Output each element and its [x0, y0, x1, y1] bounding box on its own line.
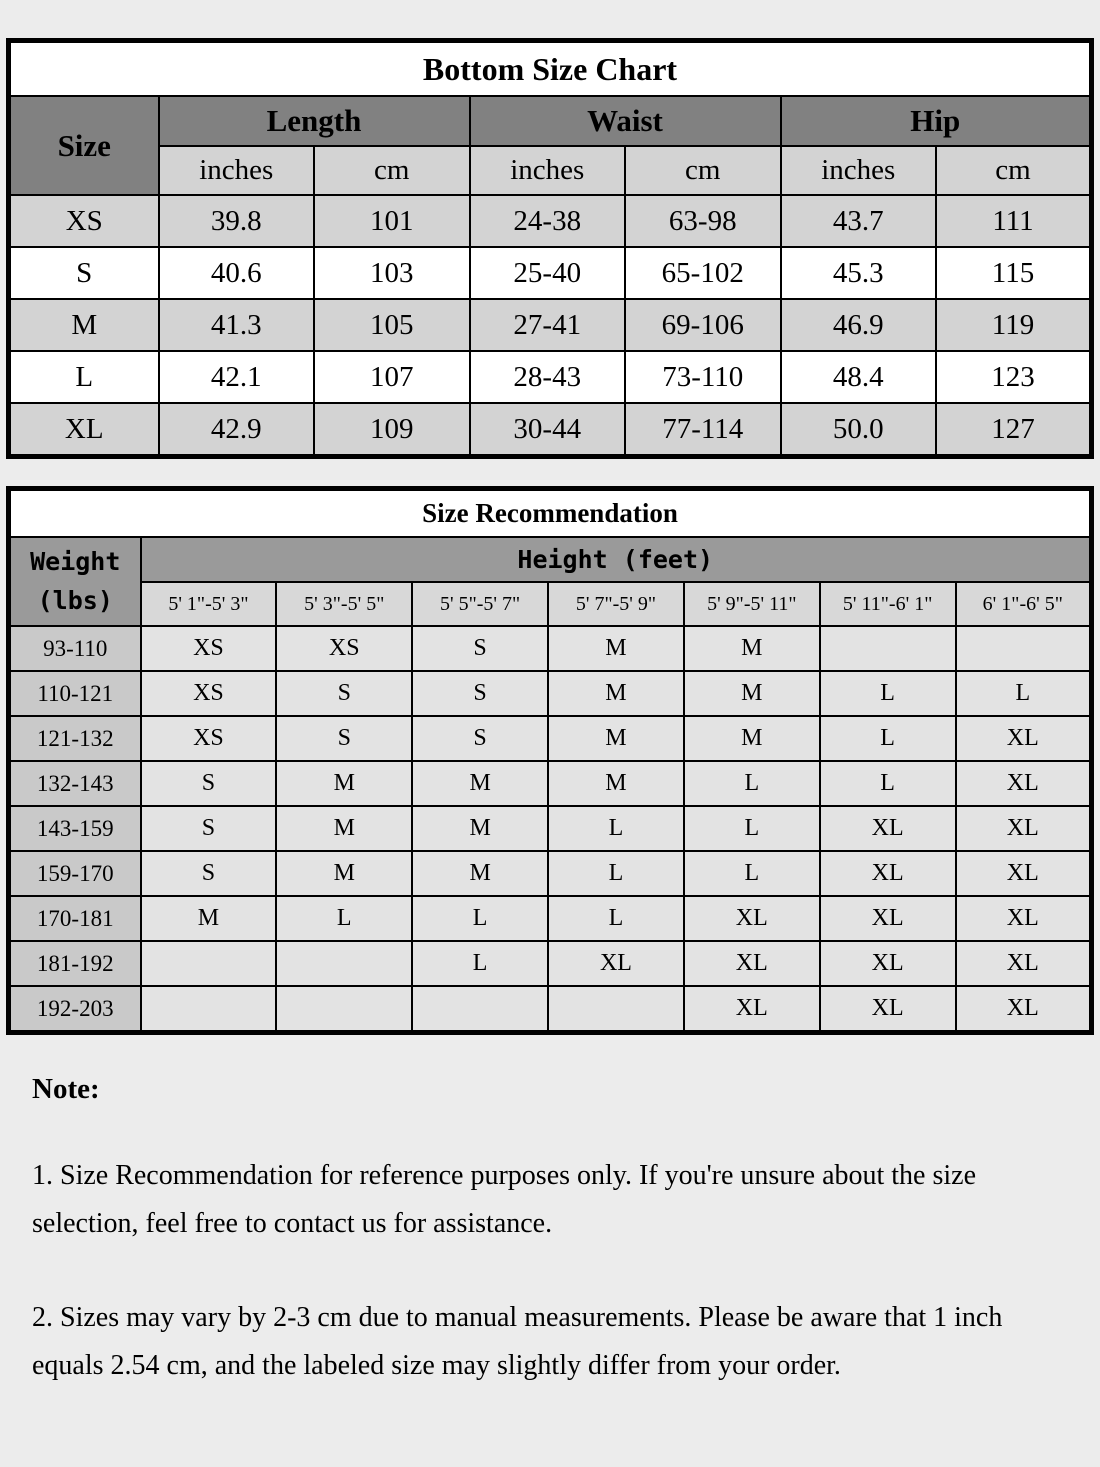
bottom-size-chart-table	[6, 38, 1094, 459]
recommendation-cell: S	[141, 851, 277, 896]
weight-corner-header	[9, 537, 141, 626]
recommendation-cell: L	[412, 941, 548, 986]
unit-header-row	[9, 146, 1092, 195]
recommendation-cell: M	[684, 671, 820, 716]
unit-header: inches	[159, 146, 315, 195]
weight-range-label: 143-159	[9, 806, 141, 851]
recommendation-cell: XL	[820, 806, 956, 851]
size-label: XS	[9, 195, 159, 247]
table-row	[9, 806, 1092, 851]
recommendation-cell: XL	[684, 941, 820, 986]
group-header-waist: Waist	[470, 96, 781, 146]
recommendation-cell: M	[548, 626, 684, 671]
recommendation-cell: L	[820, 761, 956, 806]
bottom-size-chart-title: Bottom Size Chart	[9, 41, 1092, 97]
height-range-header: 5' 5"-5' 7"	[412, 582, 548, 626]
weight-range-label: 192-203	[9, 986, 141, 1033]
recommendation-cell: XL	[956, 806, 1092, 851]
unit-header: cm	[314, 146, 470, 195]
recommendation-cell: L	[412, 896, 548, 941]
measurement-cell: 27-41	[470, 299, 626, 351]
group-header-length: Length	[159, 96, 470, 146]
measurement-cell: 39.8	[159, 195, 315, 247]
measurement-cell: 41.3	[159, 299, 315, 351]
measurement-cell: 63-98	[625, 195, 781, 247]
measurement-cell: 111	[936, 195, 1092, 247]
unit-header: cm	[625, 146, 781, 195]
height-range-header: 5' 1"-5' 3"	[141, 582, 277, 626]
recommendation-cell	[276, 986, 412, 1033]
recommendation-cell: L	[276, 896, 412, 941]
recommendation-cell: XL	[548, 941, 684, 986]
recommendation-cell: M	[412, 851, 548, 896]
measurement-cell: 43.7	[781, 195, 937, 247]
table-row	[9, 716, 1092, 761]
height-range-header-row	[9, 582, 1092, 626]
recommendation-cell: L	[548, 806, 684, 851]
group-header-row	[9, 537, 1092, 582]
note-item-2: 2. Sizes may vary by 2-3 cm due to manual measurements. Please be aware that 1 inch equals 2.54 cm, and the labeled size may slightly differ from your order.	[32, 1302, 1003, 1382]
table-title-row	[9, 489, 1092, 538]
measurement-cell: 119	[936, 299, 1092, 351]
recommendation-cell: XL	[684, 896, 820, 941]
recommendation-cell: L	[820, 671, 956, 716]
recommendation-cell: XL	[820, 896, 956, 941]
size-recommendation-table	[6, 486, 1094, 1035]
height-range-header: 5' 7"-5' 9"	[548, 582, 684, 626]
recommendation-cell: XL	[956, 761, 1092, 806]
recommendation-cell: M	[412, 806, 548, 851]
recommendation-cell: XS	[141, 626, 277, 671]
table-row	[9, 247, 1092, 299]
recommendation-cell: XL	[956, 716, 1092, 761]
unit-header: inches	[470, 146, 626, 195]
recommendation-cell: S	[412, 626, 548, 671]
unit-header: cm	[936, 146, 1092, 195]
recommendation-cell: S	[276, 671, 412, 716]
table-row	[9, 761, 1092, 806]
table-row	[9, 986, 1092, 1033]
recommendation-cell: XL	[820, 851, 956, 896]
height-range-header: 5' 3"-5' 5"	[276, 582, 412, 626]
note-heading: Note:	[32, 1073, 100, 1105]
table-row	[9, 941, 1092, 986]
recommendation-cell: M	[412, 761, 548, 806]
weight-range-label: 181-192	[9, 941, 141, 986]
size-label: M	[9, 299, 159, 351]
measurement-cell: 65-102	[625, 247, 781, 299]
recommendation-cell: M	[276, 806, 412, 851]
measurement-cell: 101	[314, 195, 470, 247]
recommendation-cell: XL	[820, 986, 956, 1033]
measurement-cell: 69-106	[625, 299, 781, 351]
weight-range-label: 121-132	[9, 716, 141, 761]
recommendation-cell	[820, 626, 956, 671]
recommendation-cell: XL	[956, 941, 1092, 986]
recommendation-cell: XS	[141, 716, 277, 761]
size-recommendation-title: Size Recommendation	[9, 489, 1092, 538]
weight-range-label: 110-121	[9, 671, 141, 716]
recommendation-cell: L	[684, 851, 820, 896]
weight-label-line1: Weight	[30, 546, 121, 576]
measurement-cell: 115	[936, 247, 1092, 299]
table-row	[9, 896, 1092, 941]
height-range-header: 6' 1"-6' 5"	[956, 582, 1092, 626]
recommendation-cell: XL	[956, 986, 1092, 1033]
table-row	[9, 851, 1092, 896]
measurement-cell: 105	[314, 299, 470, 351]
table-row	[9, 626, 1092, 671]
size-label: XL	[9, 403, 159, 457]
recommendation-cell: XS	[141, 671, 277, 716]
recommendation-cell: XL	[956, 896, 1092, 941]
weight-range-label: 93-110	[9, 626, 141, 671]
recommendation-cell: L	[820, 716, 956, 761]
table-row	[9, 299, 1092, 351]
measurement-cell: 73-110	[625, 351, 781, 403]
measurement-cell: 109	[314, 403, 470, 457]
recommendation-cell: M	[548, 761, 684, 806]
height-range-header: 5' 11"-6' 1"	[820, 582, 956, 626]
measurement-cell: 25-40	[470, 247, 626, 299]
recommendation-cell: M	[548, 716, 684, 761]
recommendation-cell: S	[276, 716, 412, 761]
recommendation-cell: L	[548, 851, 684, 896]
recommendation-cell: XL	[956, 851, 1092, 896]
recommendation-cell: S	[141, 761, 277, 806]
recommendation-cell	[141, 986, 277, 1033]
recommendation-cell: XL	[684, 986, 820, 1033]
measurement-cell: 103	[314, 247, 470, 299]
measurement-cell: 40.6	[159, 247, 315, 299]
weight-range-label: 159-170	[9, 851, 141, 896]
table-row	[9, 403, 1092, 457]
measurement-cell: 42.9	[159, 403, 315, 457]
measurement-cell: 50.0	[781, 403, 937, 457]
recommendation-cell	[276, 941, 412, 986]
measurement-cell: 107	[314, 351, 470, 403]
height-range-header: 5' 9"-5' 11"	[684, 582, 820, 626]
weight-label-line2: (lbs)	[37, 585, 113, 615]
weight-range-label: 132-143	[9, 761, 141, 806]
height-group-header: Height (feet)	[141, 537, 1092, 582]
measurement-cell: 30-44	[470, 403, 626, 457]
recommendation-cell: XS	[276, 626, 412, 671]
note-item-1: 1. Size Recommendation for reference purposes only. If you're unsure about the size selection, feel free to contact us for assistance.	[32, 1160, 977, 1240]
recommendation-cell: M	[276, 851, 412, 896]
recommendation-cell: L	[684, 761, 820, 806]
recommendation-cell	[956, 626, 1092, 671]
weight-range-label: 170-181	[9, 896, 141, 941]
measurement-cell: 123	[936, 351, 1092, 403]
table-title-row	[9, 41, 1092, 97]
recommendation-cell: XL	[820, 941, 956, 986]
measurement-cell: 45.3	[781, 247, 937, 299]
size-corner-header: Size	[9, 96, 159, 195]
measurement-cell: 42.1	[159, 351, 315, 403]
recommendation-cell: M	[276, 761, 412, 806]
recommendation-cell: M	[141, 896, 277, 941]
table-row	[9, 351, 1092, 403]
recommendation-cell: L	[956, 671, 1092, 716]
group-header-hip: Hip	[781, 96, 1092, 146]
measurement-cell: 24-38	[470, 195, 626, 247]
recommendation-cell: S	[412, 716, 548, 761]
table-row	[9, 195, 1092, 247]
group-header-row	[9, 96, 1092, 146]
recommendation-cell: M	[684, 716, 820, 761]
recommendation-cell: L	[548, 896, 684, 941]
recommendation-cell: S	[141, 806, 277, 851]
measurement-cell: 48.4	[781, 351, 937, 403]
recommendation-cell: M	[548, 671, 684, 716]
recommendation-cell	[548, 986, 684, 1033]
size-label: S	[9, 247, 159, 299]
recommendation-cell	[412, 986, 548, 1033]
recommendation-cell: S	[412, 671, 548, 716]
note-section	[32, 1073, 1042, 1391]
measurement-cell: 46.9	[781, 299, 937, 351]
recommendation-cell: M	[684, 626, 820, 671]
measurement-cell: 28-43	[470, 351, 626, 403]
size-label: L	[9, 351, 159, 403]
recommendation-cell: L	[684, 806, 820, 851]
recommendation-cell	[141, 941, 277, 986]
table-row	[9, 671, 1092, 716]
measurement-cell: 77-114	[625, 403, 781, 457]
measurement-cell: 127	[936, 403, 1092, 457]
unit-header: inches	[781, 146, 937, 195]
